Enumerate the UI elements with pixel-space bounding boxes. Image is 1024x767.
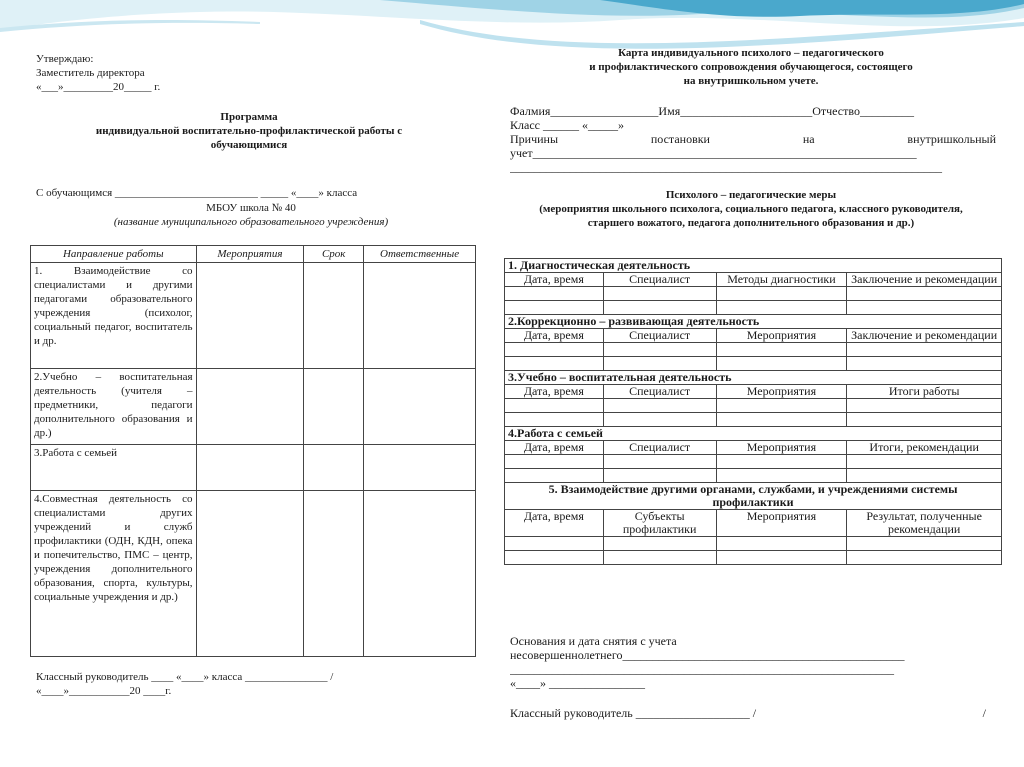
empty-cell	[505, 413, 604, 427]
empty-cell	[603, 399, 716, 413]
empty-cell	[505, 287, 604, 301]
program-title: Программа	[220, 111, 278, 123]
empty-cell	[847, 301, 1002, 315]
table-row	[31, 369, 476, 445]
empty-cell	[505, 551, 604, 565]
section-header-cell: Заключение и рекомендации	[847, 329, 1002, 343]
section-header-row	[505, 329, 1002, 343]
empty-cell	[505, 469, 604, 483]
table-row	[505, 399, 1002, 413]
name-line: Фалмия__________________Имя______________________Отчество_________	[510, 104, 914, 118]
empty-cell	[716, 301, 847, 315]
right-footer-line-4: «____» ________________	[510, 676, 645, 690]
section-header-cell: Мероприятия	[716, 510, 847, 537]
approval-line-1: Утверждаю:	[36, 53, 94, 65]
row-direction: 4.Совместная деятельность со специалистами других учреждений и служб профилактики (ОДН, КДН, опека и попечительство, ПМС – центр, учреждения дополнительного образования, спорта, культуры, социальные учреждения и др.)	[31, 491, 197, 657]
class-line: Класс ______ «_____»	[510, 118, 624, 132]
section-header-row	[505, 385, 1002, 399]
empty-cell	[716, 343, 847, 357]
header-responsible: Ответственные	[364, 246, 476, 263]
row-direction: 1. Взаимодействие со специалистами и другими педагогами образовательного учреждения (психолог, социальный педагог, воспитатель и др.	[31, 263, 197, 369]
measures-table	[504, 258, 1002, 565]
table-row	[505, 343, 1002, 357]
table-row	[31, 263, 476, 369]
section-title: 4.Работа с семьей	[505, 427, 1002, 441]
header-term: Срок	[304, 246, 364, 263]
table-row	[505, 469, 1002, 483]
left-footer-line-2: «____»___________20 ____г.	[36, 685, 172, 697]
measures-subtitle: (мероприятия школьного психолога, социального педагога, классного руководителя, старшего вожатого, педагога дополнительного образования и др.)	[539, 203, 963, 229]
school-name: МБОУ школа № 40	[206, 202, 296, 214]
empty-cell	[505, 301, 604, 315]
student-line: С обучающимся __________________________ _____ «____» класса	[36, 187, 358, 199]
empty-cell	[847, 399, 1002, 413]
empty-cell	[847, 537, 1002, 551]
section-row	[505, 315, 1002, 329]
table-row	[505, 537, 1002, 551]
empty-cell	[603, 455, 716, 469]
section-header-cell: Дата, время	[505, 510, 604, 537]
empty-cell	[716, 551, 847, 565]
right-footer	[510, 634, 1000, 720]
left-footer	[36, 670, 466, 698]
section-title: 2.Коррекционно – развивающая деятельность	[505, 315, 1002, 329]
empty-cell	[505, 357, 604, 371]
empty-cell	[505, 343, 604, 357]
section-header-row	[505, 510, 1002, 537]
section-header-cell: Специалист	[603, 329, 716, 343]
program-subtitle: индивидуальной воспитательно-профилактической работы с обучающимися	[95, 125, 403, 151]
table-row	[31, 491, 476, 657]
section-header-row	[505, 273, 1002, 287]
section-header-cell: Субъекты профилактики	[603, 510, 716, 537]
empty-cell	[716, 357, 847, 371]
school-note: (название муниципального образовательного учреждения)	[113, 216, 389, 228]
empty-cell	[505, 537, 604, 551]
section-title: 1. Диагностическая деятельность	[505, 259, 1002, 273]
empty-cell	[716, 399, 847, 413]
card-title-line-3: на внутришкольном учете.	[683, 75, 819, 87]
empty-cell	[847, 343, 1002, 357]
row-direction: 2.Учебно – воспитательная деятельность (учителя – предметники, педагоги дополнительного образования и др.)	[31, 369, 197, 445]
empty-cell	[603, 537, 716, 551]
program-table	[30, 245, 476, 657]
section-row	[505, 259, 1002, 273]
table-row	[505, 287, 1002, 301]
approval-line-3: «___»_________20_____ г.	[36, 81, 161, 93]
section-header-cell: Дата, время	[505, 329, 604, 343]
empty-cell	[603, 413, 716, 427]
section-header-cell: Специалист	[603, 441, 716, 455]
empty-cell	[716, 413, 847, 427]
empty-cell	[847, 455, 1002, 469]
left-footer-line-1: Классный руководитель ____ «____» класса _______________ /	[36, 671, 334, 683]
section-header-cell: Специалист	[603, 273, 716, 287]
card-title-line-2: и профилактического сопровождения обучающегося, состоящего	[589, 61, 913, 73]
empty-cell	[603, 287, 716, 301]
measures-heading	[506, 188, 996, 230]
header-events: Мероприятия	[196, 246, 304, 263]
reasons-line: Причины постановки на внутришкольный учет________________________________________________________________	[510, 132, 996, 160]
section-header-cell: Итоги, рекомендации	[847, 441, 1002, 455]
empty-cell	[847, 413, 1002, 427]
row-direction: 3.Работа с семьей	[31, 445, 197, 491]
section-header-cell: Заключение и рекомендации	[847, 273, 1002, 287]
section-title: 5. Взаимодействие другими органами, службами, и учреждениями системы профилактики	[505, 483, 1002, 510]
card-title	[506, 46, 996, 88]
card-fields	[510, 104, 996, 174]
program-heading	[36, 110, 462, 152]
section-header-row	[505, 441, 1002, 455]
empty-cell	[716, 537, 847, 551]
section-header-cell: Методы диагностики	[716, 273, 847, 287]
right-footer-line-3: ________________________________________________________________	[510, 662, 894, 676]
empty-cell	[603, 551, 716, 565]
table-row	[505, 551, 1002, 565]
header-direction: Направление работы	[31, 246, 197, 263]
empty-cell	[603, 343, 716, 357]
table-row	[31, 445, 476, 491]
empty-cell	[505, 455, 604, 469]
empty-cell	[603, 357, 716, 371]
measures-title: Психолого – педагогические меры	[665, 189, 837, 201]
section-row	[505, 371, 1002, 385]
empty-cell	[847, 469, 1002, 483]
right-footer-line-1: Основания и дата снятия с учета	[510, 634, 677, 648]
right-footer-line-2: несовершеннолетнего_______________________________________________	[510, 648, 905, 662]
section-header-cell: Мероприятия	[716, 385, 847, 399]
section-row	[505, 483, 1002, 510]
empty-cell	[716, 469, 847, 483]
empty-cell	[716, 287, 847, 301]
table-row	[505, 455, 1002, 469]
section-row	[505, 427, 1002, 441]
empty-cell	[716, 455, 847, 469]
section-header-cell: Результат, полученные рекомендации	[847, 510, 1002, 537]
blank-line: ________________________________________________________________________	[510, 160, 942, 174]
program-table-header	[31, 246, 476, 263]
empty-cell	[603, 301, 716, 315]
section-header-cell: Дата, время	[505, 385, 604, 399]
table-row	[505, 301, 1002, 315]
section-header-cell: Дата, время	[505, 273, 604, 287]
empty-cell	[847, 551, 1002, 565]
section-header-cell: Мероприятия	[716, 329, 847, 343]
empty-cell	[603, 469, 716, 483]
empty-cell	[847, 287, 1002, 301]
section-header-cell: Дата, время	[505, 441, 604, 455]
right-footer-line-5: Классный руководитель ___________________ /	[510, 706, 757, 720]
approval-block	[36, 52, 236, 94]
table-row	[505, 413, 1002, 427]
table-row	[505, 357, 1002, 371]
section-header-cell: Специалист	[603, 385, 716, 399]
empty-cell	[505, 399, 604, 413]
approval-line-2: Заместитель директора	[36, 67, 145, 79]
section-title: 3.Учебно – воспитательная деятельность	[505, 371, 1002, 385]
card-title-line-1: Карта индивидуального психолого – педагогического	[618, 47, 884, 59]
section-header-cell: Мероприятия	[716, 441, 847, 455]
right-footer-slash: /	[982, 706, 986, 720]
section-header-cell: Итоги работы	[847, 385, 1002, 399]
empty-cell	[847, 357, 1002, 371]
